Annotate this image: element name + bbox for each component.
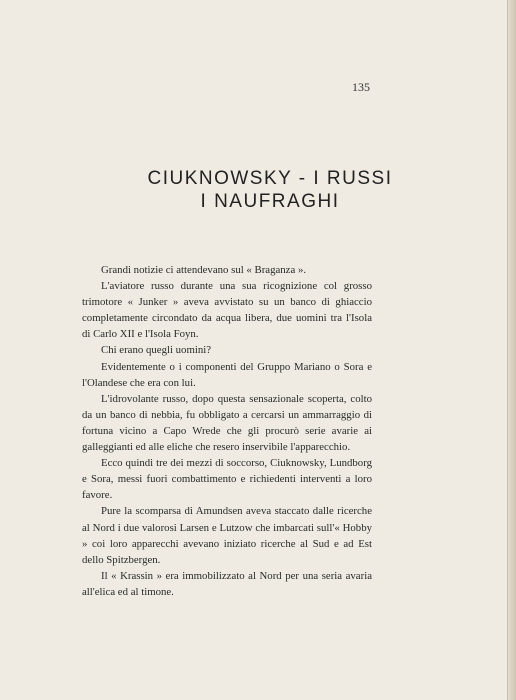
page-number: 135 xyxy=(352,80,370,94)
body-text xyxy=(82,262,372,600)
paragraph: Ecco quindi tre dei mezzi di soccorso, Ciuknowsky, Lundborg e Sora, messi fuori combattimento e richiedenti interventi a loro favore. xyxy=(82,457,372,502)
chapter-title-line-1: CIUKNOWSKY - I RUSSI xyxy=(147,168,393,189)
paragraph: Grandi notizie ci attendevano sul « Braganza ». xyxy=(101,264,307,276)
paragraph: Pure la scomparsa di Amundsen aveva staccato dalle ricerche al Nord i due valorosi Larsen e Lutzow che imbarcati sull'« Hobby » coi loro apparecchi avevano iniziato ricerche al Sud e ad Est dello Spitzbergen. xyxy=(82,505,372,566)
paragraph: L'idrovolante russo, dopo questa sensazionale scoperta, colto da un banco di nebbia, fu obbligato a cercarsi un ammarraggio di fortuna vicino a Capo Wrede che gli procurò serie avarie ai galleggianti ed alle eliche che resero inservibile l'apparecchio. xyxy=(82,392,372,454)
page-edge xyxy=(507,0,516,700)
paragraph: Il « Krassin » era immobilizzato al Nord per una seria avaria all'elica ed al timone. xyxy=(82,569,372,598)
paragraph: Evidentemente o i componenti del Gruppo Mariano o Sora e l'Olandese che era con lui. xyxy=(82,360,372,389)
paragraph: L'aviatore russo durante una sua ricognizione col grosso trimotore « Junker » aveva avvistato su un banco di ghiaccio completamente circondato da acqua libera, due uomini tra l'Isola di Carlo XII e l'Isola Foyn. xyxy=(82,280,372,341)
chapter-title-line-2: I NAUFRAGHI xyxy=(200,191,340,212)
paragraph: Chi erano quegli uomini? xyxy=(101,344,212,357)
